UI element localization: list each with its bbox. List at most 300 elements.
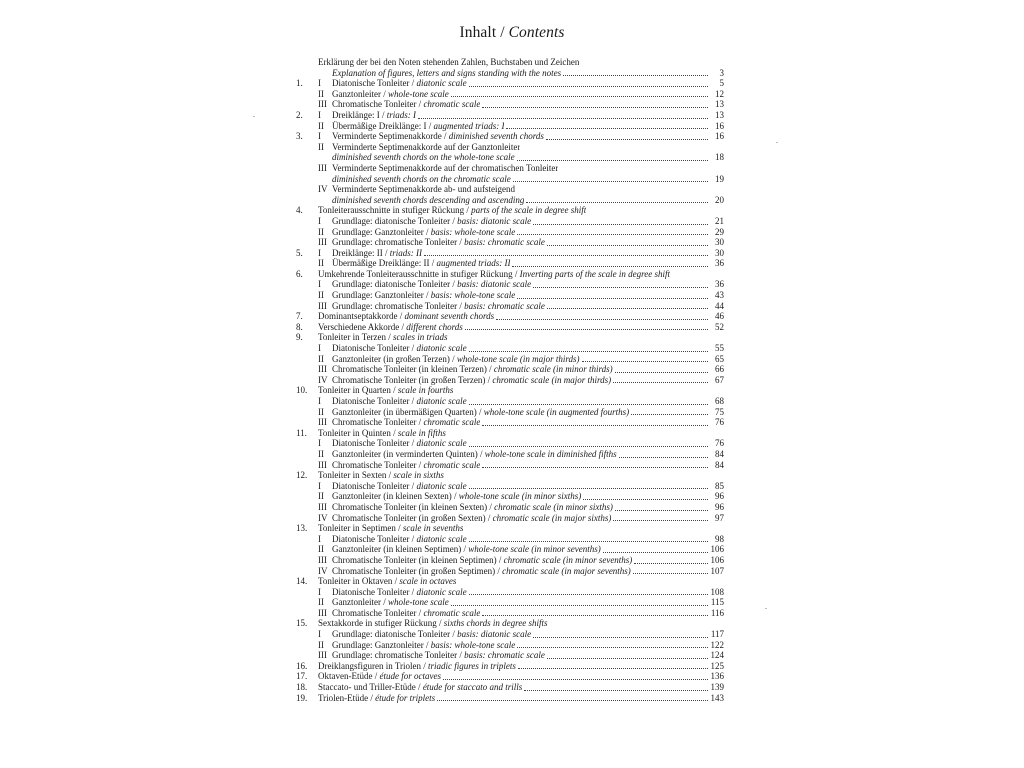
- leader-dots: [619, 450, 708, 458]
- entry-english: chromatic scale: [423, 99, 481, 110]
- entry-german: Ganztonleiter (in übermäßigen Quarten) /: [332, 406, 484, 417]
- entry-german: Diatonische Tonleiter /: [332, 533, 417, 544]
- entry-subsection: II: [318, 448, 324, 459]
- entry-page-number: 67: [715, 374, 724, 385]
- entry-page-number: 13: [715, 109, 724, 120]
- entry-english: whole-tone scale in diminished fifths: [484, 448, 617, 459]
- leader-dots: [547, 238, 708, 246]
- toc-entry: [296, 693, 724, 704]
- entry-english: basis: chromatic scale: [464, 300, 545, 311]
- entry-text: [332, 121, 504, 132]
- entry-number: 6.: [296, 268, 303, 279]
- entry-page-number: 139: [710, 682, 724, 693]
- toc-entry: [296, 375, 724, 386]
- entry-page-number: 65: [715, 353, 724, 364]
- entry-page-number: 44: [715, 300, 724, 311]
- entry-number: 19.: [296, 692, 308, 703]
- leader-dots: [482, 460, 708, 468]
- entry-text: [318, 470, 444, 481]
- entry-german: Chromatische Tonleiter (in großen Sexten) /: [332, 512, 493, 523]
- title-separator: /: [496, 24, 509, 41]
- toc-entry: [296, 258, 724, 269]
- entry-subsection: III: [318, 300, 327, 311]
- toc-entry: [296, 290, 724, 301]
- entry-subsection: I: [318, 131, 321, 142]
- entry-text: [332, 375, 611, 386]
- leader-dots: [469, 481, 708, 489]
- toc-entry: [296, 682, 724, 693]
- entry-german: Diatonische Tonleiter /: [332, 438, 417, 449]
- entry-page-number: 12: [715, 88, 724, 99]
- entry-english: dominant seventh chords: [404, 311, 495, 322]
- toc-entry: [296, 269, 724, 280]
- entry-page-number: 46: [715, 311, 724, 322]
- entry-subsection: IV: [318, 565, 328, 576]
- entry-english: whole-tone scale (in augmented fourths): [483, 406, 630, 417]
- leader-dots: [615, 365, 708, 373]
- leader-dots: [469, 344, 708, 352]
- leader-dots: [634, 556, 708, 564]
- entry-german: Chromatische Tonleiter (in großen Terzen) /: [332, 374, 493, 385]
- entry-english: chromatic scale (in minor sevenths): [503, 554, 633, 565]
- entry-text: [332, 534, 467, 545]
- toc-entry: [296, 481, 724, 492]
- entry-number: 13.: [296, 523, 308, 534]
- scan-speck: [765, 608, 767, 609]
- entry-page-number: 96: [715, 501, 724, 512]
- toc-entry: [296, 163, 724, 174]
- toc-entry: [296, 428, 724, 439]
- entry-text: [332, 68, 561, 79]
- leader-dots: [517, 640, 708, 648]
- leader-dots: [465, 322, 708, 330]
- toc-entry: [296, 279, 724, 290]
- entry-text: [318, 576, 456, 587]
- leader-dots: [563, 68, 708, 76]
- entry-page-number: 115: [710, 597, 724, 608]
- entry-subsection: I: [318, 215, 321, 226]
- entry-page-number: 19: [715, 173, 724, 184]
- entry-english: étude for staccato and trills: [422, 682, 523, 693]
- entry-german: Tonleiterausschnitte in stufiger Rückung /: [318, 205, 472, 216]
- leader-dots: [437, 693, 708, 701]
- leader-dots: [533, 217, 708, 225]
- toc-entry: [296, 322, 724, 333]
- toc-entry: [296, 152, 724, 163]
- entry-text: [332, 184, 515, 195]
- entry-page-number: 96: [715, 491, 724, 502]
- entry-text: [318, 322, 463, 333]
- toc-entry: [296, 650, 724, 661]
- toc-entry: [296, 587, 724, 598]
- leader-dots: [451, 89, 708, 97]
- entry-english: basis: whole-tone scale: [430, 226, 516, 237]
- toc-entry: [296, 57, 724, 68]
- entry-german: Ganztonleiter (in kleinen Sexten) /: [332, 491, 459, 502]
- entry-german: Dreiklangsfiguren in Triolen /: [318, 660, 428, 671]
- entry-text: [318, 523, 463, 534]
- toc-entry: [296, 364, 724, 375]
- entry-english: Inverting parts of the scale in degree shift: [519, 268, 671, 279]
- entry-german: Dreiklänge: I /: [332, 109, 387, 120]
- table-of-contents: [296, 57, 724, 703]
- entry-page-number: 52: [715, 321, 724, 332]
- entry-text: [332, 417, 480, 428]
- entry-page-number: 36: [715, 258, 724, 269]
- entry-english: basis: whole-tone scale: [430, 290, 516, 301]
- entry-page-number: 36: [715, 279, 724, 290]
- entry-text: [332, 110, 416, 121]
- entry-german: Diatonische Tonleiter /: [332, 396, 417, 406]
- entry-text: [332, 460, 480, 471]
- entry-english: chromatic scale: [423, 607, 481, 618]
- entry-page-number: 116: [710, 607, 724, 618]
- entry-number: 17.: [296, 671, 308, 682]
- entry-page-number: 122: [710, 639, 724, 650]
- entry-german: Grundlage: diatonische Tonleiter /: [332, 629, 458, 640]
- entry-page-number: 16: [715, 120, 724, 131]
- leader-dots: [424, 248, 708, 256]
- entry-german: Staccato- und Triller-Etüde /: [318, 682, 423, 693]
- toc-entry: [296, 343, 724, 354]
- leader-dots: [512, 259, 708, 267]
- entry-page-number: 75: [715, 406, 724, 417]
- entry-text: [332, 640, 515, 651]
- entry-english: sixths chords in degree shifts: [443, 618, 548, 629]
- entry-page-number: 84: [715, 448, 724, 459]
- entry-text: [318, 661, 516, 672]
- entry-number: 3.: [296, 131, 303, 142]
- toc-entry: [296, 608, 724, 619]
- entry-page-number: 30: [715, 237, 724, 248]
- entry-english: étude for triplets: [375, 692, 436, 703]
- entry-english: basis: chromatic scale: [464, 650, 545, 661]
- entry-page-number: 30: [715, 247, 724, 258]
- entry-number: 4.: [296, 205, 303, 216]
- entry-english: whole-tone scale: [387, 597, 449, 608]
- entry-english: triads: II: [389, 247, 422, 258]
- leader-dots: [582, 354, 708, 362]
- entry-text: [318, 693, 435, 704]
- entry-text: [332, 597, 449, 608]
- entry-subsection: III: [318, 650, 327, 661]
- toc-entry: [296, 597, 724, 608]
- entry-page-number: 98: [715, 533, 724, 544]
- entry-german: Tonleiter in Quinten /: [318, 427, 398, 438]
- entry-english: scale in fifths: [397, 427, 446, 438]
- entry-english: scale in octaves: [399, 576, 457, 587]
- entry-text: [332, 78, 467, 89]
- entry-subsection: III: [318, 554, 327, 565]
- entry-german: Diatonische Tonleiter /: [332, 343, 417, 354]
- entry-english: parts of the scale in degree shift: [471, 205, 587, 216]
- toc-entry: [296, 640, 724, 651]
- toc-entry: [296, 438, 724, 449]
- entry-page-number: 68: [715, 396, 724, 406]
- entry-german: Verschiedene Akkorde /: [318, 321, 407, 332]
- entry-german: Grundlage: chromatische Tonleiter /: [332, 237, 465, 248]
- entry-german: Verminderte Septimenakkorde auf der Ganztonleiter: [332, 141, 521, 152]
- entry-german: Tonleiter in Quarten /: [318, 385, 398, 396]
- leader-dots: [482, 608, 708, 616]
- entry-text: [332, 131, 544, 142]
- leader-dots: [546, 132, 708, 140]
- leader-dots: [524, 683, 708, 691]
- entry-subsection: I: [318, 109, 321, 120]
- leader-dots: [482, 418, 708, 426]
- entry-german: Ganztonleiter (in kleinen Septimen) /: [332, 544, 469, 555]
- entry-subsection: III: [318, 459, 327, 470]
- title-german: Inhalt: [459, 24, 497, 41]
- entry-german: Grundlage: Ganztonleiter /: [332, 290, 431, 301]
- entry-english: chromatic scale: [423, 417, 481, 428]
- entry-german: Verminderte Septimenakkorde ab- und aufsteigend: [332, 184, 515, 195]
- leader-dots: [615, 503, 708, 511]
- entry-subsection: II: [318, 226, 324, 237]
- entry-german: Grundlage: diatonische Tonleiter /: [332, 279, 458, 290]
- entry-page-number: 124: [710, 650, 724, 661]
- toc-entry: [296, 513, 724, 524]
- entry-english: diatonic scale: [416, 480, 467, 491]
- entry-german: Ganztonleiter /: [332, 597, 388, 608]
- entry-page-number: 3: [719, 67, 724, 78]
- entry-text: [332, 608, 480, 619]
- entry-german: Umkehrende Tonleiterausschnitte in stufiger Rückung /: [318, 268, 520, 279]
- entry-subsection: III: [318, 501, 327, 512]
- entry-text: [318, 332, 448, 343]
- entry-number: 9.: [296, 332, 303, 343]
- entry-text: [332, 544, 601, 555]
- entry-text: [332, 237, 545, 248]
- leader-dots: [443, 672, 708, 680]
- entry-subsection: I: [318, 78, 321, 89]
- toc-entry: [296, 174, 724, 185]
- entry-text: [318, 682, 522, 693]
- entry-subsection: I: [318, 438, 321, 449]
- entry-page-number: 108: [710, 586, 724, 597]
- entry-page-number: 117: [710, 629, 724, 640]
- toc-entry: [296, 385, 724, 396]
- toc-entry: [296, 449, 724, 460]
- entry-page-number: 13: [715, 99, 724, 110]
- entry-german: Chromatische Tonleiter /: [332, 607, 424, 618]
- leader-dots: [613, 513, 708, 521]
- entry-text: [332, 301, 545, 312]
- entry-subsection: III: [318, 417, 327, 428]
- toc-entry: [296, 576, 724, 587]
- entry-english: triads: I: [386, 109, 416, 120]
- entry-german: Sextakkorde in stufiger Rückung /: [318, 618, 444, 629]
- entry-text: [332, 629, 531, 640]
- entry-text: [332, 481, 467, 492]
- entry-english: basis: diatonic scale: [457, 215, 532, 226]
- entry-english: Explanation of figures, letters and signs standing with the notes: [332, 67, 562, 78]
- entry-english: triadic figures in triplets: [428, 660, 516, 671]
- page-title: [0, 24, 1024, 42]
- entry-english: chromatic scale (in minor sixths): [494, 501, 613, 512]
- toc-entry: [296, 184, 724, 195]
- entry-english: chromatic scale (in major thirds): [492, 374, 612, 385]
- entry-german: Grundlage: Ganztonleiter /: [332, 639, 431, 650]
- entry-text: [332, 364, 613, 375]
- toc-entry: [296, 205, 724, 216]
- entry-page-number: 55: [715, 343, 724, 354]
- toc-entry: [296, 121, 724, 132]
- entry-text: [318, 205, 586, 216]
- leader-dots: [547, 651, 708, 659]
- toc-entry: [296, 544, 724, 555]
- leader-dots: [533, 630, 708, 638]
- entry-english: diminished seventh chords: [448, 131, 544, 142]
- entry-text: [332, 587, 467, 598]
- entry-number: 18.: [296, 682, 308, 693]
- toc-entry: [296, 68, 724, 79]
- entry-german: Ganztonleiter (in verminderten Quinten) /: [332, 448, 485, 459]
- entry-number: 10.: [296, 385, 308, 396]
- entry-english: diminished seventh chords descending and ascending: [332, 194, 525, 205]
- entry-english: basis: whole-tone scale: [430, 639, 516, 650]
- leader-dots: [547, 301, 708, 309]
- leader-dots: [482, 100, 708, 108]
- toc-entry: [296, 671, 724, 682]
- entry-subsection: II: [318, 544, 324, 555]
- entry-page-number: 85: [715, 480, 724, 491]
- toc-entry: [296, 460, 724, 471]
- toc-entry: [296, 629, 724, 640]
- entry-page-number: 43: [715, 290, 724, 301]
- entry-german: Grundlage: diatonische Tonleiter /: [332, 215, 458, 226]
- entry-text: [332, 555, 632, 566]
- entry-page-number: 66: [715, 364, 724, 375]
- entry-german: Chromatische Tonleiter (in kleinen Sexten) /: [332, 501, 495, 512]
- entry-subsection: III: [318, 607, 327, 618]
- entry-page-number: 76: [715, 438, 724, 449]
- entry-english: whole-tone scale (in minor sevenths): [468, 544, 601, 555]
- toc-entry: [296, 78, 724, 89]
- entry-number: 7.: [296, 311, 303, 322]
- entry-german: Dominantseptakkorde /: [318, 311, 405, 322]
- entry-text: [332, 290, 515, 301]
- entry-text: [332, 142, 520, 153]
- entry-text: [332, 174, 511, 185]
- entry-english: chromatic scale: [423, 459, 481, 470]
- entry-text: [332, 566, 631, 577]
- entry-page-number: 16: [715, 131, 724, 142]
- entry-page-number: 136: [710, 671, 724, 682]
- entry-page-number: 97: [715, 512, 724, 523]
- entry-text: [318, 269, 670, 280]
- leader-dots: [517, 153, 708, 161]
- entry-german: Chromatische Tonleiter /: [332, 417, 424, 428]
- entry-subsection: II: [318, 88, 324, 99]
- entry-german: Chromatische Tonleiter /: [332, 99, 424, 110]
- entry-subsection: II: [318, 639, 324, 650]
- entry-german: Grundlage: chromatische Tonleiter /: [332, 650, 465, 661]
- toc-entry: [296, 195, 724, 206]
- entry-text: [332, 99, 480, 110]
- entry-subsection: III: [318, 162, 327, 173]
- entry-page-number: 5: [719, 78, 724, 89]
- scan-speck: [776, 142, 778, 143]
- entry-number: 2.: [296, 109, 303, 120]
- entry-number: 14.: [296, 576, 308, 587]
- leader-dots: [583, 492, 708, 500]
- toc-entry: [296, 618, 724, 629]
- toc-entry: [296, 407, 724, 418]
- toc-entry: [296, 332, 724, 343]
- entry-page-number: 20: [715, 194, 724, 205]
- entry-text: [332, 195, 524, 206]
- entry-subsection: II: [318, 597, 324, 608]
- entry-page-number: 84: [715, 459, 724, 470]
- entry-text: [332, 354, 580, 365]
- entry-subsection: II: [318, 491, 324, 502]
- entry-text: [332, 449, 617, 460]
- entry-page-number: 125: [710, 660, 724, 671]
- leader-dots: [418, 111, 708, 119]
- entry-text: [318, 671, 441, 682]
- entry-number: 5.: [296, 247, 303, 258]
- toc-entry: [296, 227, 724, 238]
- entry-number: 12.: [296, 470, 308, 481]
- toc-entry: [296, 301, 724, 312]
- toc-entry: [296, 248, 724, 259]
- entry-text: [332, 216, 531, 227]
- entry-subsection: III: [318, 364, 327, 375]
- entry-text: [332, 248, 422, 259]
- entry-english: basis: chromatic scale: [464, 237, 545, 248]
- leader-dots: [603, 545, 708, 553]
- entry-page-number: 76: [715, 417, 724, 428]
- entry-subsection: II: [318, 353, 324, 364]
- entry-number: 1.: [296, 78, 303, 89]
- entry-german: Übermäßige Dreiklänge: I /: [332, 120, 434, 131]
- toc-entry: [296, 131, 724, 142]
- toc-entry: [296, 566, 724, 577]
- entry-german: Chromatische Tonleiter (in kleinen Terzen) /: [332, 364, 494, 375]
- entry-page-number: 106: [710, 544, 724, 555]
- entry-subsection: II: [318, 290, 324, 301]
- entry-text: [332, 407, 629, 418]
- entry-page-number: 106: [710, 554, 724, 565]
- entry-text: [332, 650, 545, 661]
- entry-english: diatonic scale: [416, 438, 467, 449]
- entry-english: étude for octaves: [379, 671, 441, 682]
- entry-german: Tonleiter in Terzen /: [318, 332, 394, 343]
- leader-dots: [631, 407, 708, 415]
- leader-dots: [469, 397, 708, 405]
- entry-english: augmented triads: II: [436, 258, 511, 269]
- entry-text: [332, 438, 467, 449]
- entry-english: scale in fourths: [397, 385, 454, 396]
- entry-german: Grundlage: Ganztonleiter /: [332, 226, 431, 237]
- toc-entry: [296, 502, 724, 513]
- entry-text: [332, 502, 613, 513]
- leader-dots: [496, 312, 708, 320]
- entry-english: whole-tone scale: [387, 88, 449, 99]
- entry-text: [332, 513, 611, 524]
- entry-german: Chromatische Tonleiter (in kleinen Septimen) /: [332, 554, 504, 565]
- toc-entry: [296, 89, 724, 100]
- entry-subsection: I: [318, 533, 321, 544]
- toc-entry: [296, 417, 724, 428]
- entry-subsection: I: [318, 480, 321, 491]
- leader-dots: [469, 587, 708, 595]
- entry-english: basis: diatonic scale: [457, 279, 532, 290]
- entry-subsection: III: [318, 99, 327, 110]
- entry-subsection: II: [318, 406, 324, 417]
- toc-entry: [296, 216, 724, 227]
